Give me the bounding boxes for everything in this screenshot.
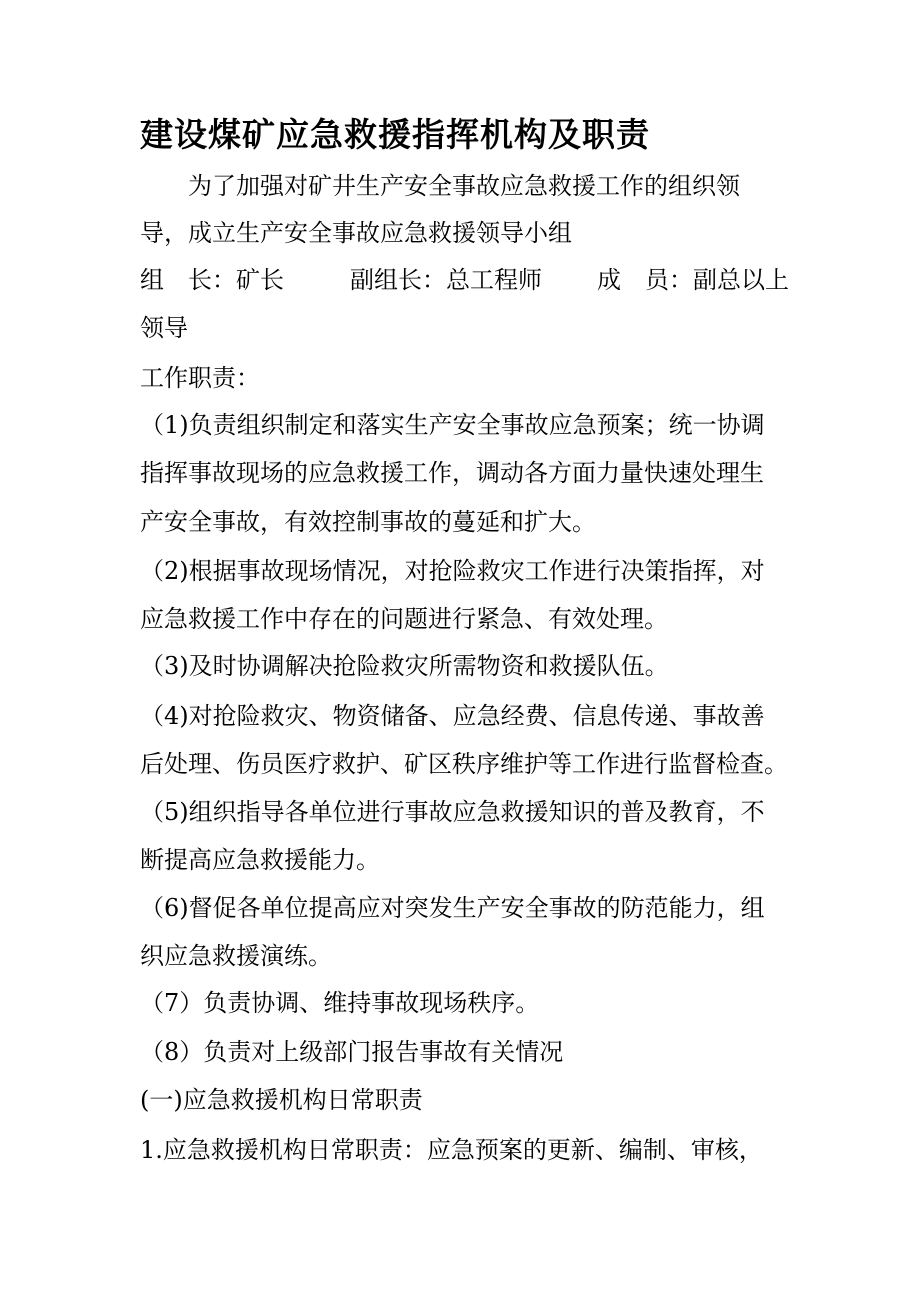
duty-line: （4)对抢险救灾、物资储备、应急经费、信息传递、事故善: [140, 702, 765, 730]
intro-line-2: 导，成立生产安全事故应急救援领导小组: [140, 219, 572, 247]
duty-line: （8）负责对上级部门报告事故有关情况: [140, 1038, 564, 1066]
duty-line: 后处理、伤员医疗救护、矿区秩序维护等工作进行监督检查。: [140, 750, 788, 778]
duty-line: （1)负责组织制定和落实生产安全事故应急预案；统一协调: [140, 411, 765, 439]
duty-line: （6)督促各单位提高应对突发生产安全事故的防范能力，组: [140, 894, 765, 922]
duty-line: 应急救援工作中存在的问题进行紧急、有效处理。: [140, 605, 668, 633]
leader-entry: 组 长：矿长: [140, 266, 284, 294]
members-line-cont: 领导: [140, 314, 188, 342]
intro-line-1: 为了加强对矿井生产安全事故应急救援工作的组织领: [188, 172, 740, 200]
duties-heading: 工作职责：: [140, 364, 260, 392]
duty-line: （5)组织指导各单位进行事故应急救援知识的普及教育，不: [140, 798, 765, 826]
member-entry: 成 员：副总以上: [597, 266, 789, 294]
deputy-entry: 副组长：总工程师: [350, 266, 542, 294]
duty-line: 织应急救援演练。: [140, 942, 332, 970]
duty-line: 产安全事故，有效控制事故的蔓延和扩大。: [140, 508, 596, 536]
document-title: 建设煤矿应急救援指挥机构及职责: [140, 115, 650, 154]
members-line: [140, 265, 789, 295]
section-first-line: 1.应急救援机构日常职责：应急预案的更新、编制、审核，: [140, 1136, 763, 1164]
duty-line: （2)根据事故现场情况，对抢险救灾工作进行决策指挥，对: [140, 557, 765, 585]
duty-line: 断提高应急救援能力。: [140, 846, 380, 874]
duty-line: 指挥事故现场的应急救援工作，调动各方面力量快速处理生: [140, 459, 764, 487]
duty-line: （7）负责协调、维持事故现场秩序。: [140, 989, 540, 1017]
section-heading: (一)应急救援机构日常职责: [140, 1086, 423, 1114]
duty-line: （3)及时协调解决抢险救灾所需物资和救援队伍。: [140, 652, 669, 680]
